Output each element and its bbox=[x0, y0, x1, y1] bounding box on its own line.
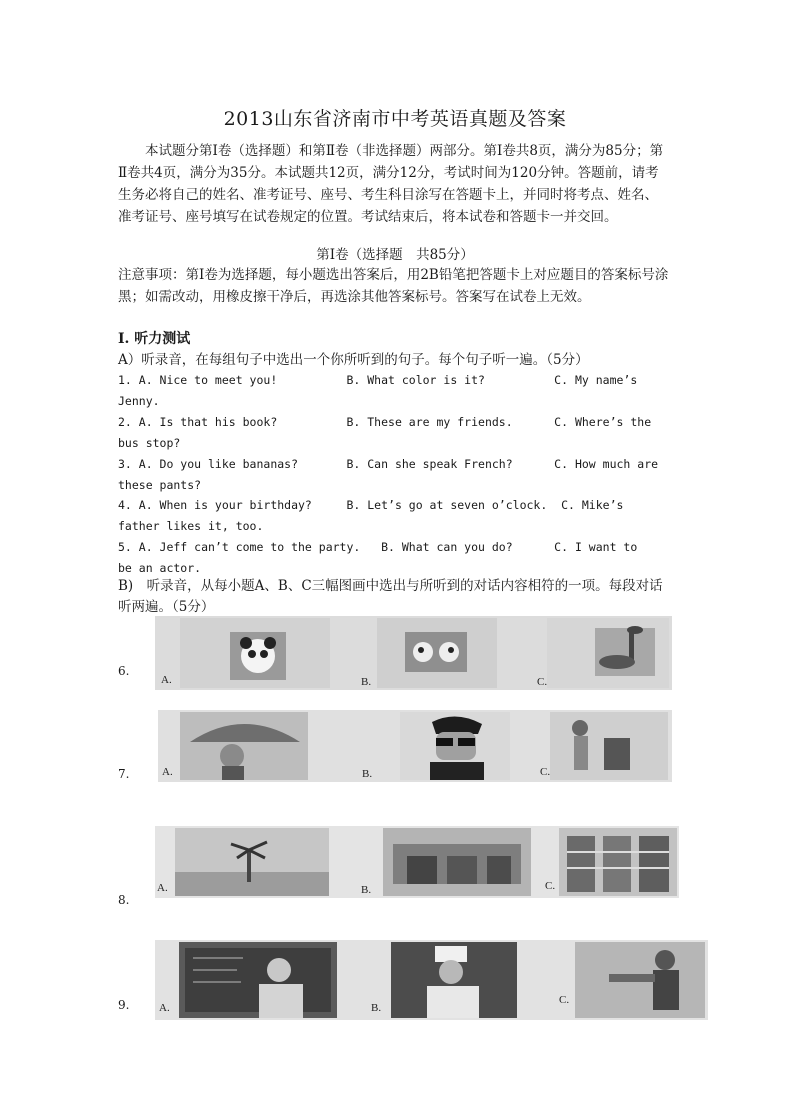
giraffe-icon bbox=[547, 618, 669, 688]
question-6-picture-strip bbox=[155, 616, 672, 690]
option-c-supermarket-picture bbox=[559, 828, 677, 896]
option-c-label: C. bbox=[559, 994, 570, 1006]
option-c-giraffe-picture bbox=[547, 618, 669, 688]
question-5-line-2: be an actor. bbox=[118, 561, 202, 575]
option-c-label: C. bbox=[545, 880, 556, 892]
option-b-label: B. bbox=[371, 1002, 382, 1014]
question-6-number: 6. bbox=[118, 664, 130, 678]
option-b-animal-picture bbox=[377, 618, 497, 688]
option-c-policeman-picture bbox=[575, 942, 705, 1018]
animals-icon bbox=[377, 618, 497, 688]
option-a-label: A. bbox=[159, 1002, 170, 1014]
question-4-line-2: father likes it, too. bbox=[118, 519, 264, 533]
volume-title: 第Ⅰ卷（选择题 共85分） bbox=[316, 247, 474, 263]
question-1-line-1: 1. A. Nice to meet you! B. What color is it? C. My name’s bbox=[118, 373, 638, 387]
option-b-label: B. bbox=[362, 768, 373, 780]
page-title: 2013山东省济南市中考英语真题及答案 bbox=[223, 108, 567, 130]
part-b-instructions: B) 听录音，从每小题A、B、C三幅图画中选出与所听到的对话内容相符的一项。每段对话听两遍。（5分） bbox=[118, 578, 663, 615]
question-9-picture-strip bbox=[155, 940, 708, 1020]
option-b-man-sunglasses-picture bbox=[400, 712, 510, 780]
option-a-teacher-picture bbox=[179, 942, 337, 1018]
question-2-line-2: bus stop? bbox=[118, 436, 181, 450]
option-b-label: B. bbox=[361, 676, 372, 688]
option-b-label: B. bbox=[361, 884, 372, 896]
option-c-woman-luggage-picture bbox=[550, 712, 668, 780]
policeman-icon bbox=[575, 942, 705, 1018]
question-7-number: 7. bbox=[118, 767, 130, 781]
shelves-icon bbox=[559, 828, 677, 896]
option-a-label: A. bbox=[162, 766, 173, 778]
part-a-instructions: A）听录音，在每组句子中选出一个你所听到的句子。每个句子听一遍。（5分） bbox=[118, 352, 589, 368]
teacher-icon bbox=[179, 942, 337, 1018]
building-icon bbox=[383, 828, 531, 896]
question-5-line-1: 5. A. Jeff can’t come to the party. B. What can you do? C. I want to bbox=[118, 540, 638, 554]
question-3-line-2: these pants? bbox=[118, 478, 202, 492]
question-1-line-2: Jenny. bbox=[118, 394, 160, 408]
option-b-building-picture bbox=[383, 828, 531, 896]
notes-paragraph: 注意事项：第Ⅰ卷为选择题，每小题选出答案后，用2B铅笔把答题卡上对应题目的答案标号涂黑；如需改动，用橡皮擦干净后，再选涂其他答案标号。答案写在试卷上无效。 bbox=[118, 267, 669, 305]
intro-paragraph: 本试题分第Ⅰ卷（选择题）和第Ⅱ卷（非选择题）两部分。第Ⅰ卷共8页，满分为85分；第Ⅱ卷共4页，满分为35分。本试题共12页，满分12分，考试时间为120分钟。答题前，请考生务必将自己的姓名、准考证号、座号、考生科目涂写在答题卡上，并同时将考点、姓名、准考证号、座号填写在试卷规定的位置。考试结束后，将本试卷和答题卡一并交回。 bbox=[118, 143, 664, 225]
palm-tree-icon bbox=[175, 828, 329, 896]
option-a-beach-picture bbox=[175, 828, 329, 896]
question-2-line-1: 2. A. Is that his book? B. These are my friends. C. Where’s the bbox=[118, 415, 652, 429]
question-9-number: 9. bbox=[118, 998, 130, 1012]
luggage-woman-icon bbox=[550, 712, 668, 780]
panda-icon bbox=[180, 618, 330, 688]
option-c-label: C. bbox=[540, 766, 551, 778]
section-heading: Ⅰ. 听力测试 bbox=[118, 331, 191, 347]
option-a-girl-umbrella-picture bbox=[180, 712, 308, 780]
sunglasses-man-icon bbox=[400, 712, 510, 780]
option-c-label: C. bbox=[537, 676, 548, 688]
question-7-picture-strip bbox=[158, 710, 672, 782]
question-4-line-1: 4. A. When is your birthday? B. Let’s go at seven o’clock. C. Mike’s bbox=[118, 498, 624, 512]
option-b-chef-picture bbox=[391, 942, 517, 1018]
option-a-label: A. bbox=[157, 882, 168, 894]
question-8-picture-strip bbox=[155, 826, 679, 898]
question-8-number: 8. bbox=[118, 893, 130, 907]
chef-icon bbox=[391, 942, 517, 1018]
umbrella-girl-icon bbox=[180, 712, 308, 780]
option-a-panda-picture bbox=[180, 618, 330, 688]
question-3-line-1: 3. A. Do you like bananas? B. Can she speak French? C. How much are bbox=[118, 457, 659, 471]
option-a-label: A. bbox=[161, 674, 172, 686]
